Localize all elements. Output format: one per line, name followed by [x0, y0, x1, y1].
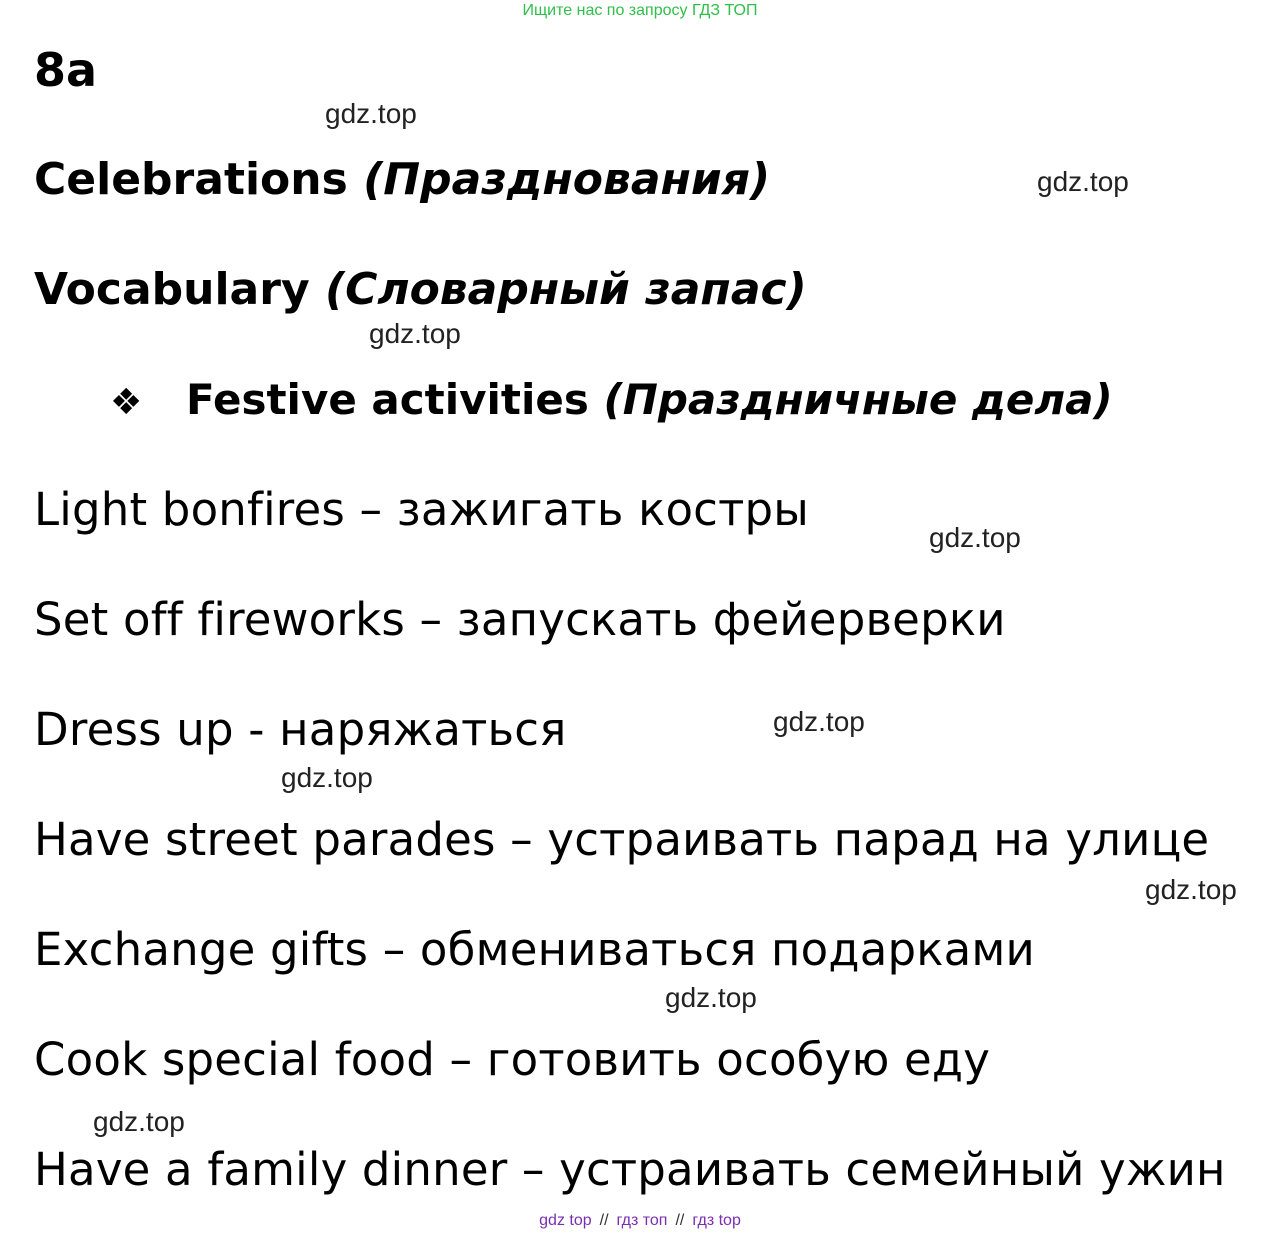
footer-separator: //	[599, 1212, 609, 1229]
footer-link-gdz-top-mixed[interactable]: гдз top	[692, 1212, 741, 1229]
vocab-item: Set off fireworks – запускать фейерверки	[34, 593, 1006, 646]
watermark: gdz.top	[325, 98, 417, 129]
page-title-main: Celebrations	[34, 154, 348, 205]
footer-links	[0, 1212, 1280, 1230]
section-heading	[34, 262, 807, 318]
vocab-item: Have a family dinner – устраивать семейный ужин	[34, 1143, 1226, 1196]
footer-link-gdz-top-ru[interactable]: гдз топ	[616, 1212, 668, 1229]
watermark: gdz.top	[929, 522, 1021, 553]
section-heading-main: Vocabulary	[34, 264, 310, 315]
vocab-item: Dress up - наряжаться	[34, 703, 567, 756]
vocab-item: Exchange gifts – обмениваться подарками	[34, 923, 1035, 976]
footer-link-gdz-top[interactable]: gdz top	[539, 1212, 592, 1229]
subsection-heading-translation: (Праздничные дела)	[603, 375, 1113, 424]
top-banner: Ищите нас по запросу ГДЗ ТОП	[522, 2, 758, 19]
vocab-item: Have street parades – устраивать парад на улице	[34, 813, 1210, 866]
section-heading-translation: (Словарный запас)	[324, 264, 807, 315]
watermark: gdz.top	[1145, 874, 1237, 905]
watermark: gdz.top	[1037, 166, 1129, 197]
watermark: gdz.top	[665, 982, 757, 1013]
watermark: gdz.top	[281, 762, 373, 793]
subsection-heading	[110, 372, 1113, 431]
footer-separator: //	[675, 1212, 685, 1229]
vocab-item: Cook special food – готовить особую еду	[34, 1033, 991, 1086]
lesson-number: 8a	[34, 43, 98, 97]
subsection-heading-main: Festive activities	[186, 375, 589, 424]
watermark: gdz.top	[369, 318, 461, 349]
page-title-translation: (Празднования)	[363, 154, 771, 205]
watermark: gdz.top	[93, 1106, 185, 1137]
page-title	[34, 152, 770, 208]
watermark: gdz.top	[773, 706, 865, 737]
diamond-bullet-icon: ❖	[110, 382, 143, 423]
vocab-item: Light bonfires – зажигать костры	[34, 483, 810, 536]
